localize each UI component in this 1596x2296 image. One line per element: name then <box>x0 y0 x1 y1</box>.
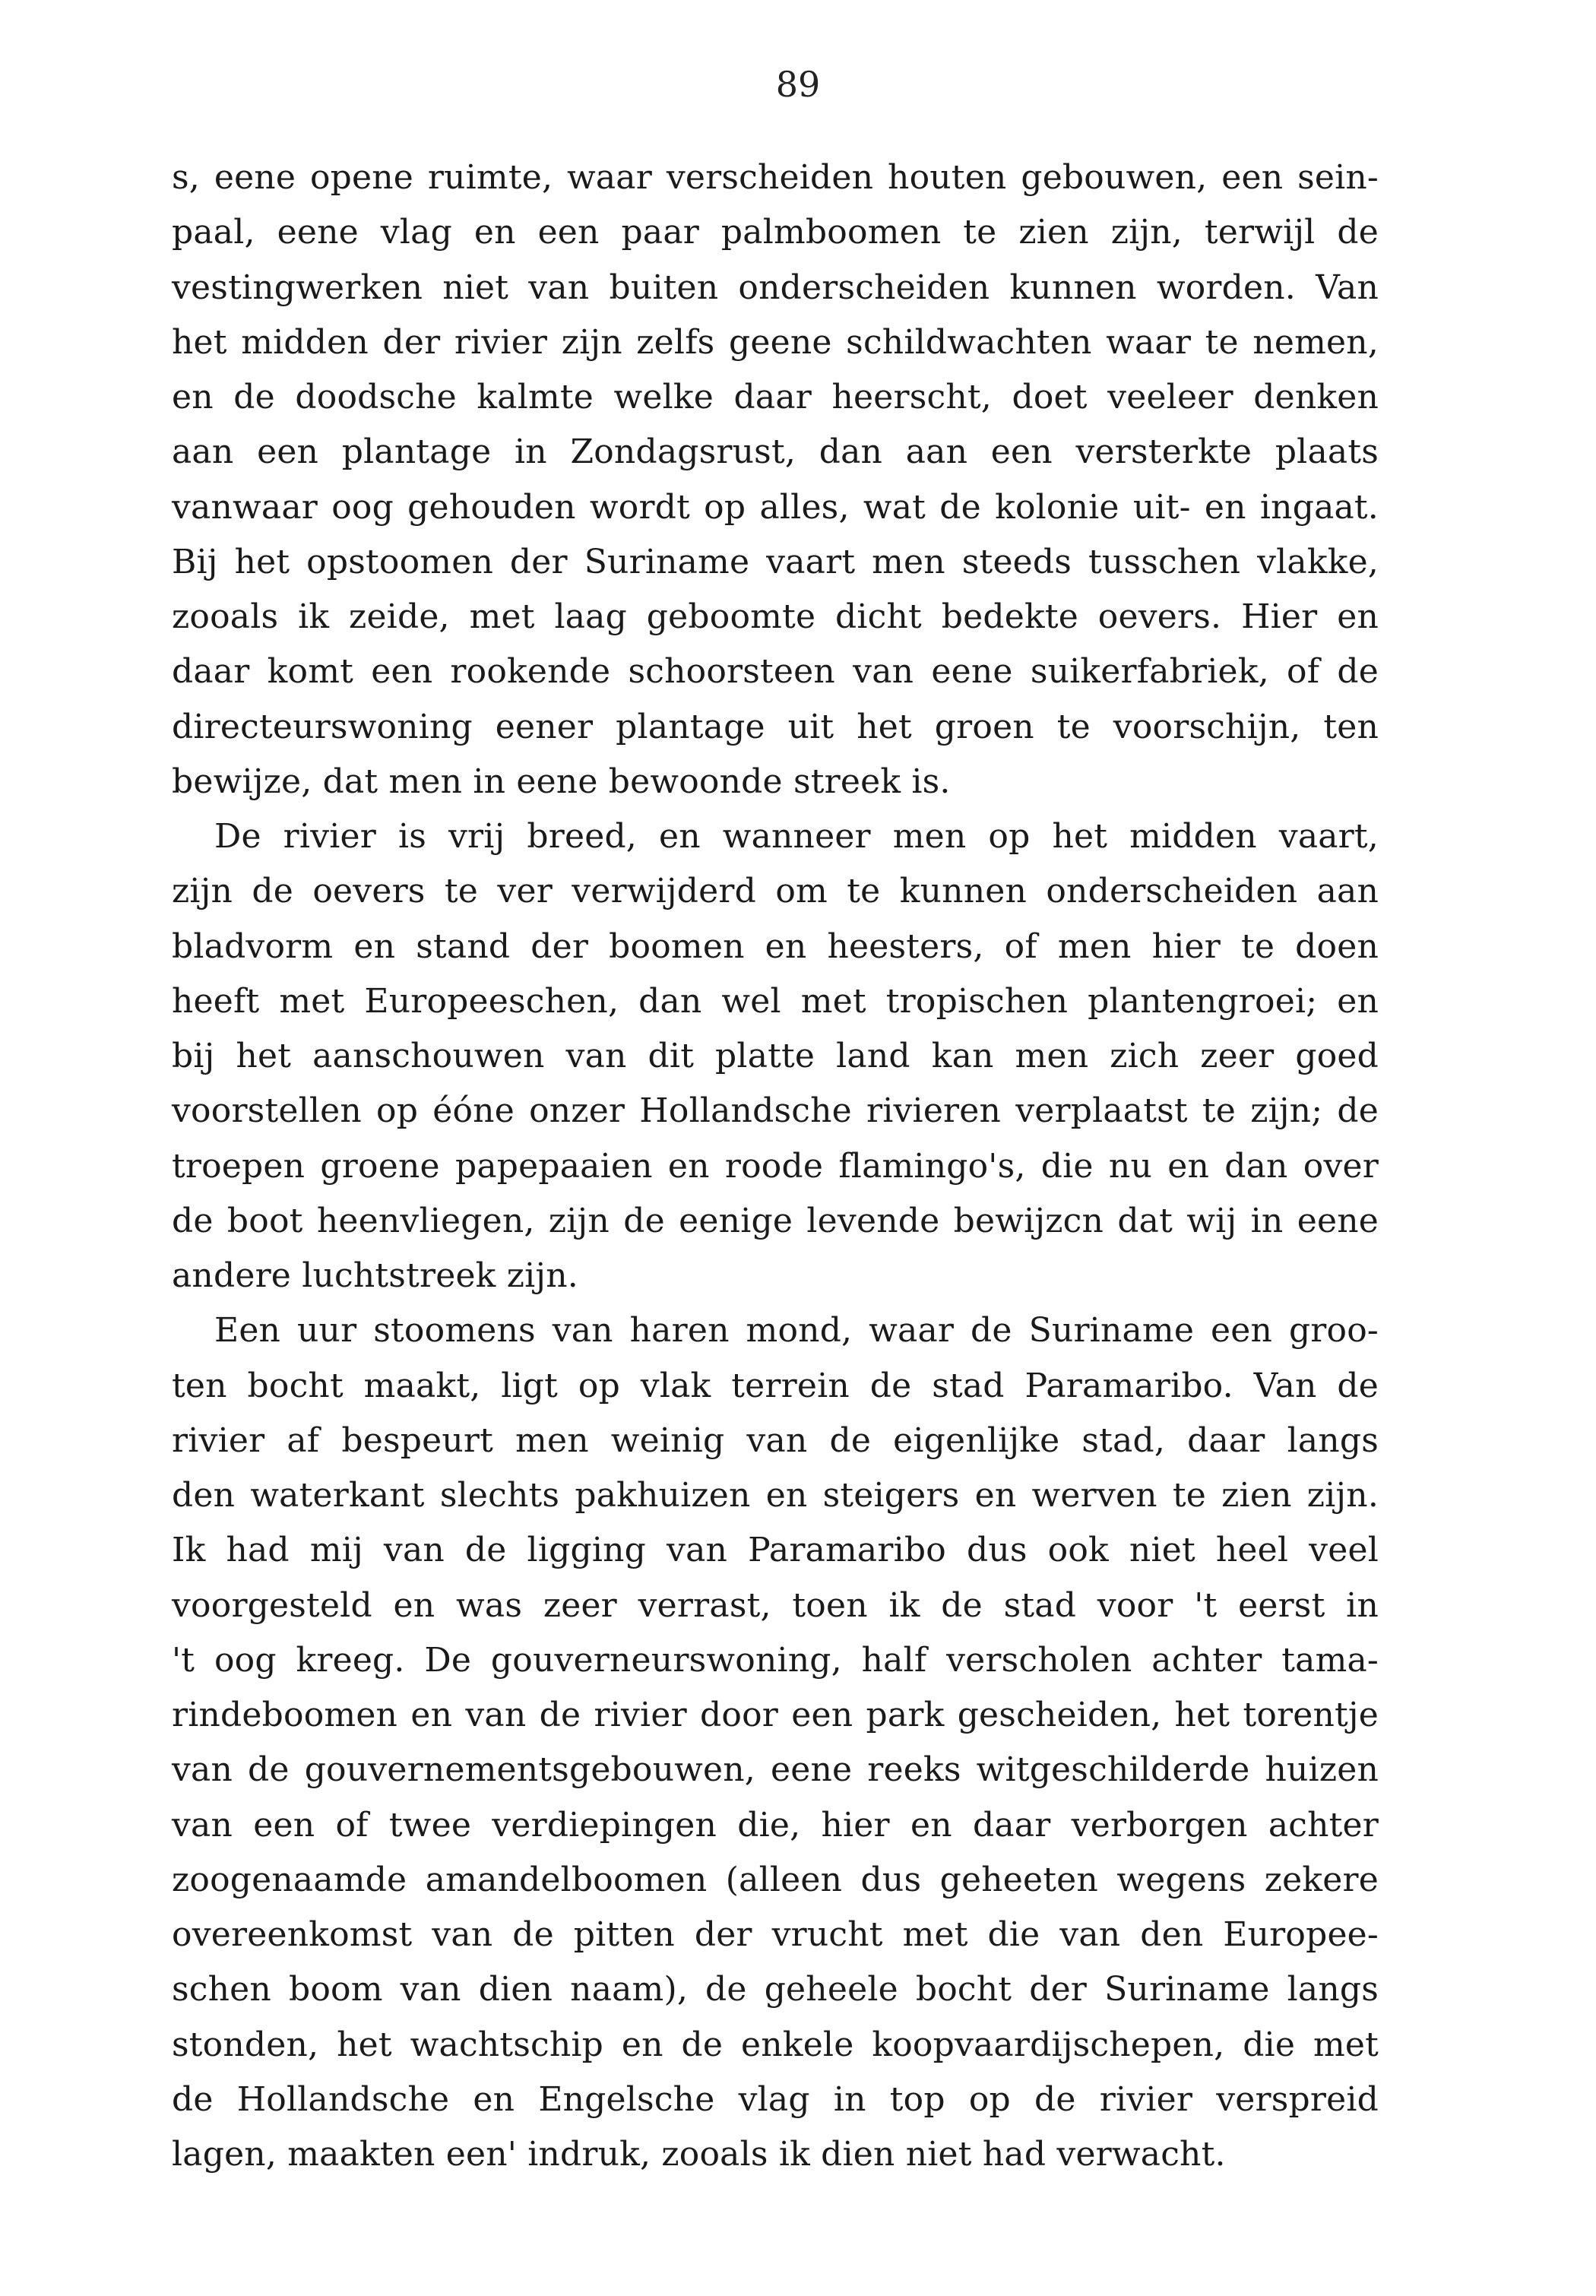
text-line: rindeboomen en van de rivier door een park gescheiden, het torentje <box>172 1696 1379 1734</box>
text-line: overeenkomst van de pitten der vrucht met die van den Europee- <box>172 1915 1379 1954</box>
text-line: paal, eene vlag en een paar palmboomen te zien zijn, terwijl de <box>172 213 1379 252</box>
text-line: 't oog kreeg. De gouverneurswoning, half verscholen achter tama- <box>172 1640 1379 1680</box>
text-line: aan een plantage in Zondagsrust, dan aan een versterkte plaats <box>172 432 1379 472</box>
page-number: 89 <box>775 64 821 105</box>
text-line: heeft met Europeeschen, dan wel met tropischen plantengroei; en <box>172 981 1379 1021</box>
text-line: bij het aanschouwen van dit platte land kan men zich zeer goed <box>172 1037 1379 1075</box>
text-line: Bij het opstoomen der Suriname vaart men steeds tusschen vlakke, <box>172 542 1379 581</box>
text-line: De rivier is vrij breed, en wanneer men op het midden vaart, <box>214 817 1379 856</box>
text-line: schen boom van dien naam), de geheele bocht der Suriname langs <box>172 1970 1379 2009</box>
text-line: troepen groene papepaaien en roode flamingo's, die nu en dan over <box>172 1146 1379 1186</box>
text-line: bewijze, dat men in eene bewoonde streek is. <box>172 762 951 801</box>
text-line: Ik had mij van de ligging van Paramaribo dus ook niet heel veel <box>172 1531 1379 1570</box>
text-line: directeurswoning eener plantage uit het groen te voorschijn, ten <box>172 707 1379 746</box>
text-line: Een uur stoomens van haren mond, waar de Suriname een groo- <box>214 1311 1379 1351</box>
text-line: andere luchtstreek zijn. <box>172 1256 578 1295</box>
text-line: zooals ik zeide, met laag geboomte dicht bedekte oevers. Hier en <box>172 597 1379 636</box>
text-line: rivier af bespeurt men weinig van de eigenlijke stad, daar langs <box>172 1420 1379 1460</box>
text-line: daar komt een rookende schoorsteen van eene suikerfabriek, of de <box>172 652 1379 692</box>
text-line: de Hollandsche en Engelsche vlag in top op de rivier verspreid <box>172 2079 1379 2119</box>
text-line: zijn de oevers te ver verwijderd om te kunnen onderscheiden aan <box>172 872 1379 911</box>
text-line: stonden, het wachtschip en de enkele koopvaardijschepen, die met <box>172 2025 1379 2064</box>
text-line: voorgesteld en was zeer verrast, toen ik de stad voor 't eerst in <box>172 1585 1379 1625</box>
text-line: en de doodsche kalmte welke daar heerscht, doet veeleer denken <box>172 378 1379 416</box>
text-line: den waterkant slechts pakhuizen en steigers en werven te zien zijn. <box>172 1476 1379 1515</box>
text-line: s, eene opene ruimte, waar verscheiden houten gebouwen, een sein- <box>172 158 1379 197</box>
text-line: vestingwerken niet van buiten onderscheiden kunnen worden. Van <box>172 268 1379 307</box>
text-line: voorstellen op éóne onzer Hollandsche rivieren verplaatst te zijn; de <box>172 1091 1379 1131</box>
text-line: van een of twee verdiepingen die, hier en daar verborgen achter <box>172 1805 1379 1845</box>
text-line: zoogenaamde amandelboomen (alleen dus geheeten wegens zekere <box>172 1860 1379 1899</box>
text-line: vanwaar oog gehouden wordt op alles, wat de kolonie uit- en ingaat. <box>172 487 1379 527</box>
text-line: ten bocht maakt, ligt op vlak terrein de stad Paramaribo. Van de <box>172 1366 1379 1405</box>
text-line: bladvorm en stand der boomen en heesters, of men hier te doen <box>172 926 1379 966</box>
body-text <box>172 150 1379 2182</box>
text-line: de boot heenvliegen, zijn de eenige levende bewijzcn dat wij in eene <box>172 1201 1379 1240</box>
text-line: lagen, maakten een' indruk, zooals ik dien niet had verwacht. <box>172 2135 1226 2174</box>
text-line: van de gouvernementsgebouwen, eene reeks witgeschilderde huizen <box>172 1750 1379 1790</box>
text-line: het midden der rivier zijn zelfs geene schildwachten waar te nemen, <box>172 322 1379 362</box>
